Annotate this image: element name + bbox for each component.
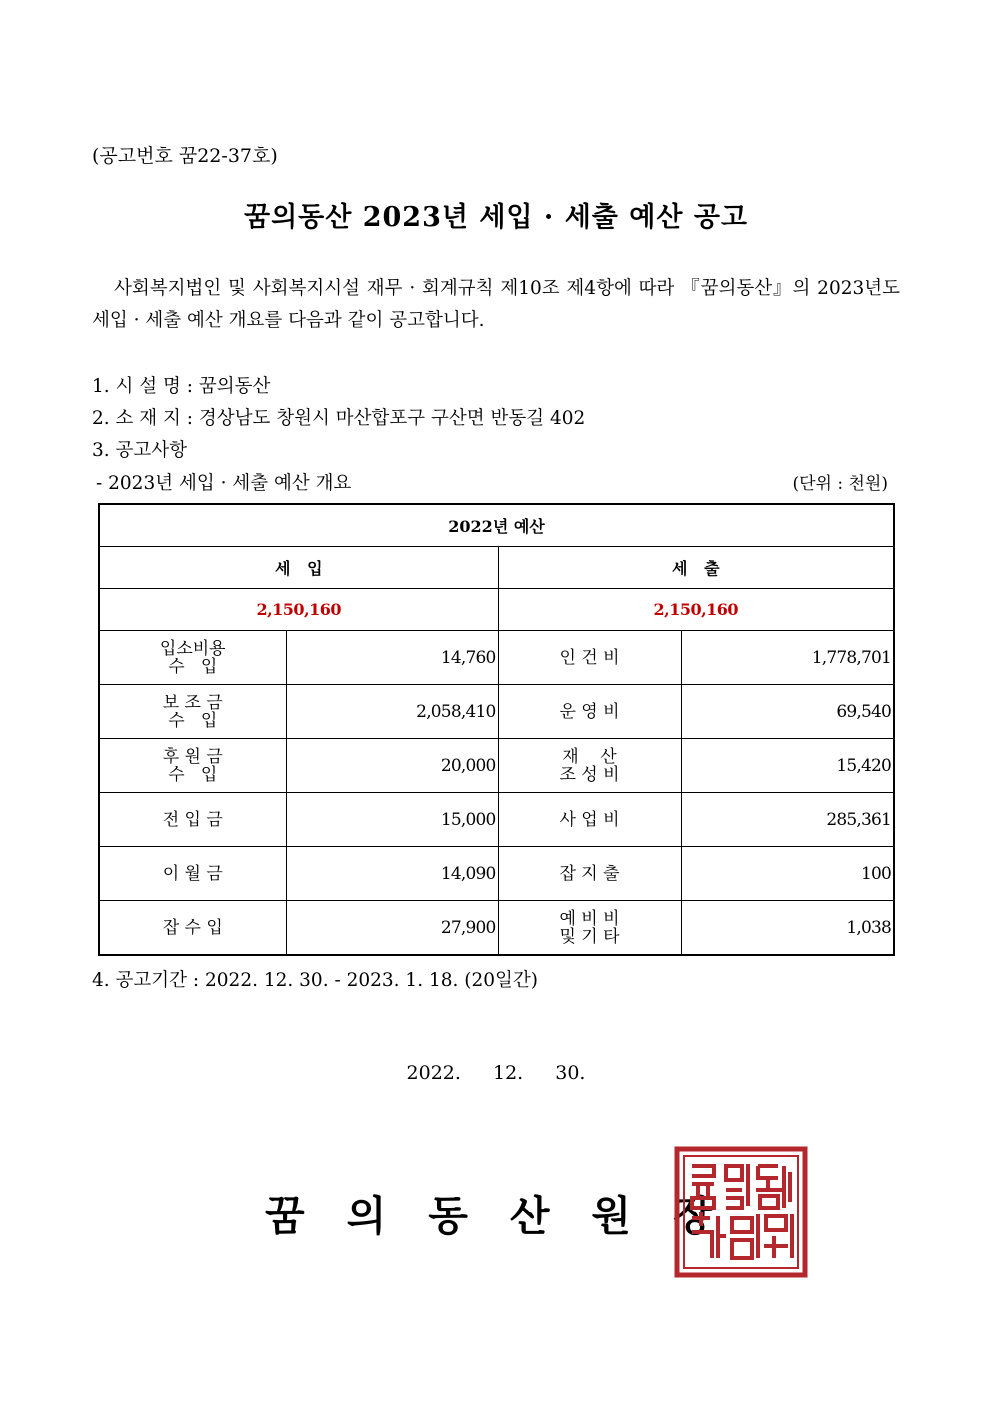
revenue-item-label-line: 후 원 금 bbox=[162, 746, 223, 767]
revenue-item-label bbox=[99, 793, 286, 847]
budget-summary-heading: - 2023년 세입 · 세출 예산 개요 bbox=[96, 473, 352, 494]
expense-item-label-line: 운 영 비 bbox=[559, 701, 620, 722]
expense-item-amount: 285,361 bbox=[681, 793, 894, 847]
table-section-header-row bbox=[99, 547, 894, 589]
revenue-header: 세 입 bbox=[99, 547, 498, 589]
revenue-item-label-line: 보 조 금 bbox=[162, 692, 223, 713]
facility-name: 1. 시 설 명 : 꿈의동산 bbox=[92, 376, 271, 397]
revenue-item-label-line: 잡 수 입 bbox=[162, 917, 223, 938]
revenue-item-label bbox=[99, 847, 286, 901]
table-row bbox=[99, 901, 894, 956]
year-header: 2022년 예산 bbox=[99, 504, 894, 547]
revenue-item-label bbox=[99, 685, 286, 739]
expense-header: 세 출 bbox=[498, 547, 894, 589]
table-row bbox=[99, 847, 894, 901]
expense-item-label bbox=[498, 685, 681, 739]
revenue-item-amount: 14,760 bbox=[286, 631, 498, 685]
budget-table bbox=[98, 503, 895, 956]
notice-items-heading: 3. 공고사항 bbox=[92, 440, 188, 461]
table-row bbox=[99, 739, 894, 793]
revenue-item-label-line: 입소비용 bbox=[159, 638, 226, 659]
revenue-item-amount: 2,058,410 bbox=[286, 685, 498, 739]
expense-item-amount: 1,038 bbox=[681, 901, 894, 956]
expense-item-label bbox=[498, 739, 681, 793]
table-total-row bbox=[99, 589, 894, 631]
revenue-item-amount: 15,000 bbox=[286, 793, 498, 847]
revenue-item-amount: 27,900 bbox=[286, 901, 498, 956]
notice-period: 4. 공고기간 : 2022. 12. 30. - 2023. 1. 18. (20일간) bbox=[92, 970, 538, 991]
expense-item-label-line: 인 건 비 bbox=[559, 647, 620, 668]
expense-item-label-line: 사 업 비 bbox=[559, 809, 620, 830]
expense-item-label-line: 조 성 비 bbox=[559, 764, 620, 785]
expense-item-label bbox=[498, 847, 681, 901]
expense-item-label-line: 및 기 타 bbox=[559, 926, 620, 947]
expense-item-label-line: 재 산 bbox=[562, 746, 617, 767]
expense-item-label-line: 예 비 비 bbox=[559, 908, 620, 929]
expense-item-label bbox=[498, 631, 681, 685]
unit-note: (단위 : 천원) bbox=[792, 474, 888, 494]
expense-total: 2,150,160 bbox=[498, 589, 894, 631]
table-row bbox=[99, 793, 894, 847]
expense-item-label bbox=[498, 901, 681, 956]
revenue-item-label-line: 전 입 금 bbox=[162, 809, 223, 830]
revenue-item-amount: 14,090 bbox=[286, 847, 498, 901]
official-seal bbox=[674, 1146, 808, 1278]
notice-number: (공고번호 꿈22-37호) bbox=[92, 145, 278, 167]
table-row bbox=[99, 631, 894, 685]
expense-item-label-line: 잡 지 출 bbox=[559, 863, 620, 884]
revenue-item-label-line: 수 입 bbox=[168, 764, 218, 785]
facility-location: 2. 소 재 지 : 경상남도 창원시 마산합포구 구산면 반동길 402 bbox=[92, 408, 586, 429]
intro-paragraph: 사회복지법인 및 사회복지시설 재무 · 회계규칙 제10조 제4항에 따라 『꿈의동산』의 2023년도 세입 · 세출 예산 개요를 다음과 같이 공고합니다. bbox=[92, 278, 900, 331]
notice-date: 2022. 12. 30. bbox=[406, 1062, 586, 1084]
revenue-item-label bbox=[99, 739, 286, 793]
revenue-item-label bbox=[99, 631, 286, 685]
revenue-item-label-line: 수 입 bbox=[168, 656, 218, 677]
expense-item-amount: 100 bbox=[681, 847, 894, 901]
expense-item-amount: 1,778,701 bbox=[681, 631, 894, 685]
revenue-item-label-line: 이 월 금 bbox=[162, 863, 223, 884]
expense-item-amount: 15,420 bbox=[681, 739, 894, 793]
revenue-item-amount: 20,000 bbox=[286, 739, 498, 793]
expense-item-amount: 69,540 bbox=[681, 685, 894, 739]
table-year-header-row bbox=[99, 504, 894, 547]
expense-item-label bbox=[498, 793, 681, 847]
revenue-item-label-line: 수 입 bbox=[168, 710, 218, 731]
page-title: 꿈의동산 2023년 세입 · 세출 예산 공고 bbox=[243, 202, 748, 233]
table-row bbox=[99, 685, 894, 739]
revenue-item-label bbox=[99, 901, 286, 956]
revenue-total: 2,150,160 bbox=[99, 589, 498, 631]
signature-line: 꿈의동산원장 bbox=[265, 1192, 755, 1240]
